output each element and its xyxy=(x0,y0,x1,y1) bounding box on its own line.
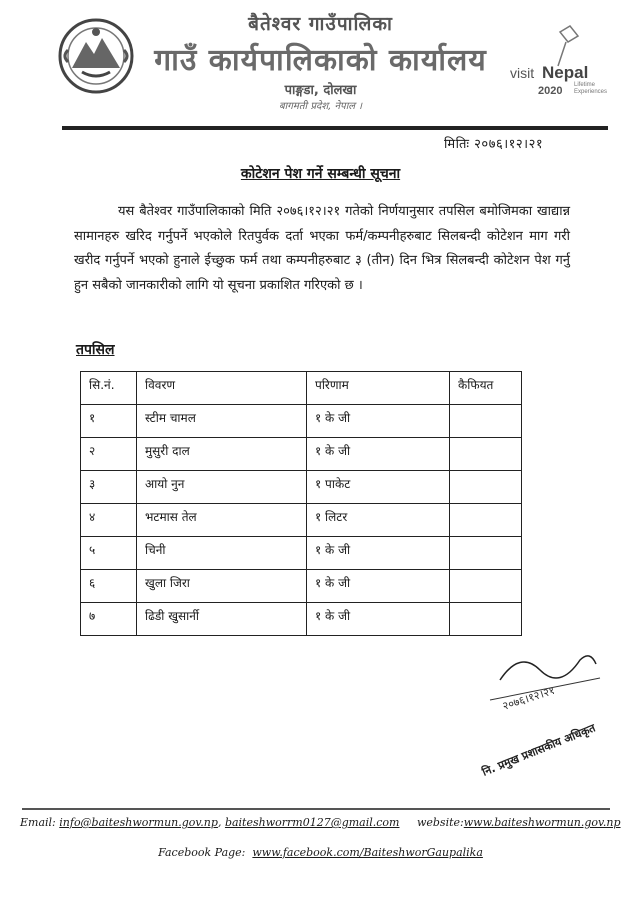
facebook-label: Facebook Page: xyxy=(158,846,246,859)
table-row xyxy=(81,471,522,504)
table-row xyxy=(81,603,522,636)
org-address: पाङ्गडा, दोलखा xyxy=(284,83,357,98)
notice-paragraph-text: यस बैतेश्वर गाउँपालिकाको मिति २०७६।१२।२१ गतेको निर्णयानुसार तपसिल बमोजिमका खाद्यान्न सामानहरु खरिद गर्नुपर्ने भएकोले रितपुर्वक दर्ता भएका फर्म/कम्पनीहरुबाट सिलबन्दी कोटेशन माग गरी खरीद गर्नुपर्ने भएको हुनाले ईच्छुक फर्म तथा कम्पनीहरुबाट ३ (तीन) दिन भित्र सिलबन्दी कोटेशन पेश गर्नु हुन सबैको जानकारीको लागि यो सूचना प्रकाशित गरिएको छ । xyxy=(74,204,570,293)
cell-quantity: १ पाकेट xyxy=(307,471,450,504)
org-name-line2: गाउँ कार्यपालिकाको कार्यालय xyxy=(154,43,487,78)
email-label: Email: xyxy=(20,816,56,829)
cell-sn: १ xyxy=(81,405,137,438)
cell-sn: ७ xyxy=(81,603,137,636)
visit-word: visit xyxy=(510,65,535,81)
website-label: website: xyxy=(416,816,464,829)
org-name-line1: बैतेश्वर गाउँपालिका xyxy=(248,13,393,35)
cell-sn: ५ xyxy=(81,537,137,570)
email-link-1[interactable]: info@baiteshwormun.gov.np xyxy=(59,816,218,829)
contact-line: Email: info@baiteshwormun.gov.np, baiteshworrm0127@gmail.com website:www.baiteshwormun.gov.np xyxy=(20,816,621,829)
table-header-row xyxy=(81,372,522,405)
signature-date: २०७६।१२।२१ xyxy=(500,683,557,713)
header-quantity: परिणाम xyxy=(307,372,450,405)
cell-description: ढिडी खुसार्नी xyxy=(137,603,307,636)
cell-quantity: १ के जी xyxy=(307,603,450,636)
header-remarks: कैफियत xyxy=(450,372,522,405)
cell-quantity: १ लिटर xyxy=(307,504,450,537)
header-divider xyxy=(62,126,608,130)
cell-description: खुला जिरा xyxy=(137,570,307,603)
table-row xyxy=(81,405,522,438)
schedule-heading: तपसिल xyxy=(76,342,115,358)
cell-remarks xyxy=(450,570,522,603)
cell-remarks xyxy=(450,405,522,438)
cell-description: मुसुरी दाल xyxy=(137,438,307,471)
cell-quantity: १ के जी xyxy=(307,438,450,471)
website-link[interactable]: www.baiteshwormun.gov.np xyxy=(463,816,621,829)
table-row xyxy=(81,537,522,570)
cell-description: चिनी xyxy=(137,537,307,570)
visit-nepal-logo xyxy=(508,22,608,102)
footer-divider xyxy=(22,808,610,810)
notice-paragraph xyxy=(74,200,570,298)
tag-experiences: Experiences xyxy=(574,89,608,95)
cell-remarks xyxy=(450,504,522,537)
cell-sn: २ xyxy=(81,438,137,471)
table-row xyxy=(81,504,522,537)
cell-quantity: १ के जी xyxy=(307,405,450,438)
email-link-2[interactable]: baiteshworrm0127@gmail.com xyxy=(224,816,400,829)
cell-quantity: १ के जी xyxy=(307,537,450,570)
cell-quantity: १ के जी xyxy=(307,570,450,603)
year-2020: 2020 xyxy=(538,85,563,97)
cell-sn: ४ xyxy=(81,504,137,537)
signatory-designation: नि. प्रमुख प्रशासकीय अधिकृत xyxy=(480,721,598,779)
tag-lifetime: Lifetime xyxy=(574,82,596,88)
cell-description: भटमास तेल xyxy=(137,504,307,537)
header-sn: सि.नं. xyxy=(81,372,137,405)
table-row xyxy=(81,570,522,603)
cell-remarks xyxy=(450,471,522,504)
table-row xyxy=(81,438,522,471)
facebook-link[interactable]: www.facebook.com/BaiteshworGaupalika xyxy=(252,846,483,859)
cell-sn: ३ xyxy=(81,471,137,504)
cell-remarks xyxy=(450,438,522,471)
notice-date: मितिः २०७६।१२।२१ xyxy=(444,137,544,152)
cell-description: स्टीम चामल xyxy=(137,405,307,438)
items-table xyxy=(80,371,522,636)
notice-title: कोटेशन पेश गर्ने सम्बन्धी सूचना xyxy=(240,166,401,182)
cell-description: आयो नुन xyxy=(137,471,307,504)
facebook-line xyxy=(0,846,641,859)
header-description: विवरण xyxy=(137,372,307,405)
org-province: बागमती प्रदेश, नेपाल । xyxy=(278,101,363,112)
signature xyxy=(470,630,620,790)
nepal-word: Nepal xyxy=(542,63,589,82)
cell-sn: ६ xyxy=(81,570,137,603)
cell-remarks xyxy=(450,537,522,570)
